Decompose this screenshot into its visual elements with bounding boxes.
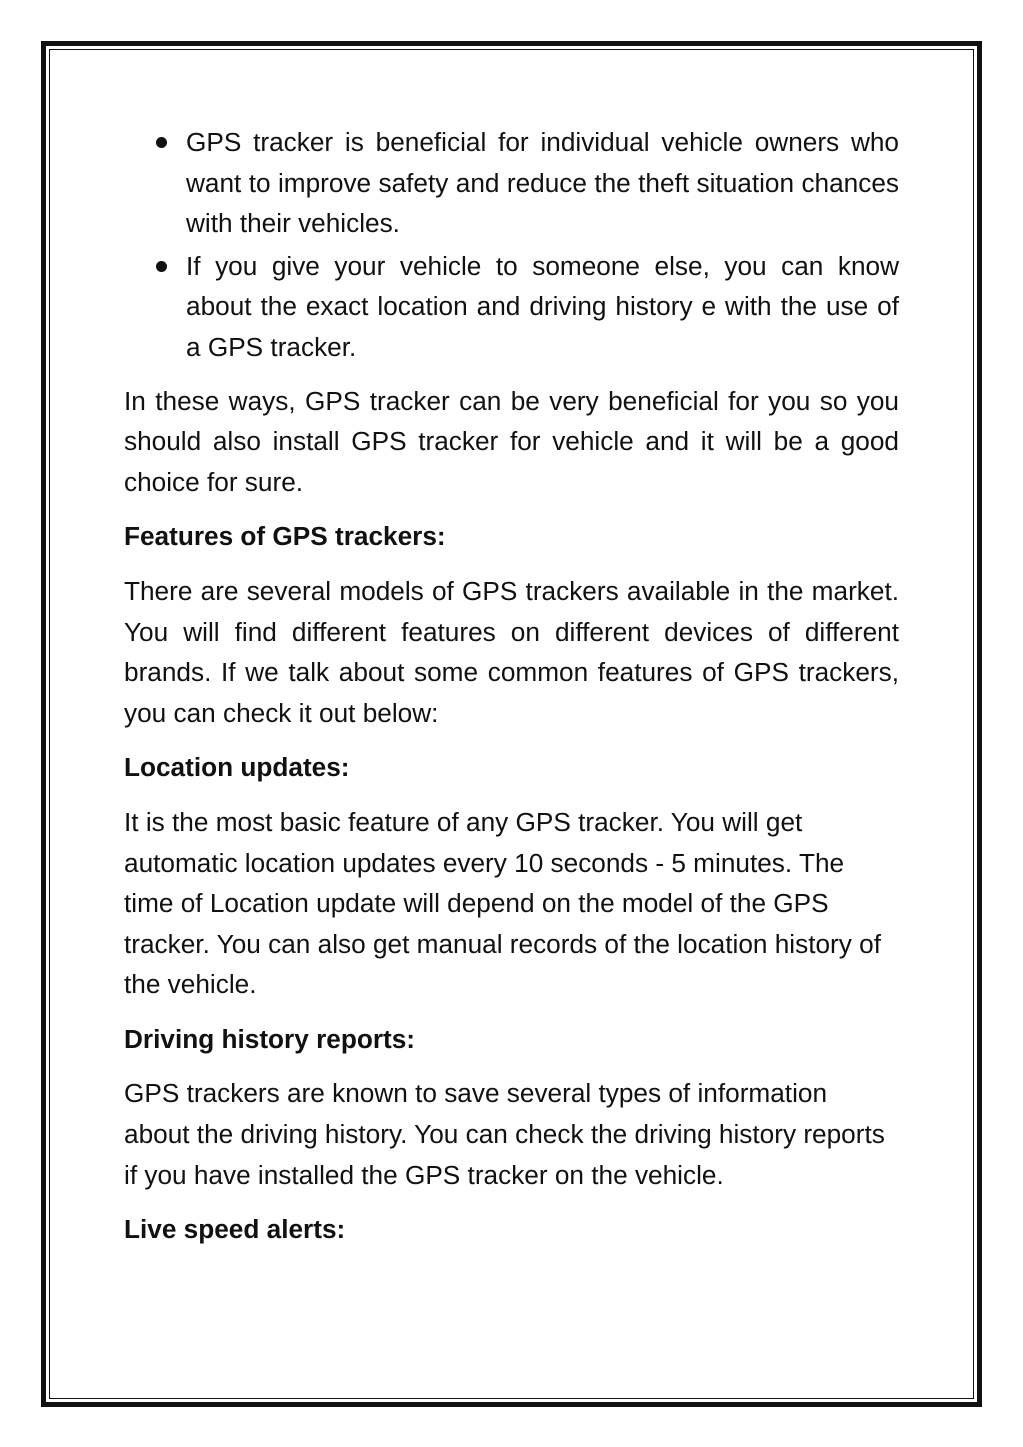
intro-paragraph: In these ways, GPS tracker can be very beneficial for you so you should also install GPS tracker for vehicle and it will be a good choice for sure. [124,385,899,497]
bullet-text: If you give your vehicle to someone else, you can know about the exact location and driving history e with the use of a GPS tracker. [186,250,899,362]
features-heading: Features of GPS trackers: [124,521,446,552]
bullet-icon [156,137,167,148]
bullet-item [124,246,899,368]
bullet-text: GPS tracker is beneficial for individual vehicle owners who want to improve safety and reduce the theft situation chances with their vehicles. [186,127,899,239]
bullet-icon [156,261,167,272]
bullet-item [124,122,899,244]
driving-history-paragraph: GPS trackers are known to save several types of information about the driving history. You can check the driving history reports if you have installed the GPS tracker on the vehicle. [124,1078,885,1190]
live-speed-alerts-heading: Live speed alerts: [124,1214,346,1245]
features-paragraph: There are several models of GPS trackers available in the market. You will find different features on different devices of different brands. If we talk about some common features of GPS trackers, you can check it out below: [124,575,899,728]
location-updates-paragraph: It is the most basic feature of any GPS tracker. You will get automatic location updates every 10 seconds - 5 minutes. The time of Location update will depend on the model of the GPS tracker. You can also get manual records of the location history of the vehicle. [124,806,881,1000]
location-updates-heading: Location updates: [124,752,350,783]
document-body [124,122,899,1264]
driving-history-heading: Driving history reports: [124,1023,416,1054]
bullet-list [124,122,899,368]
